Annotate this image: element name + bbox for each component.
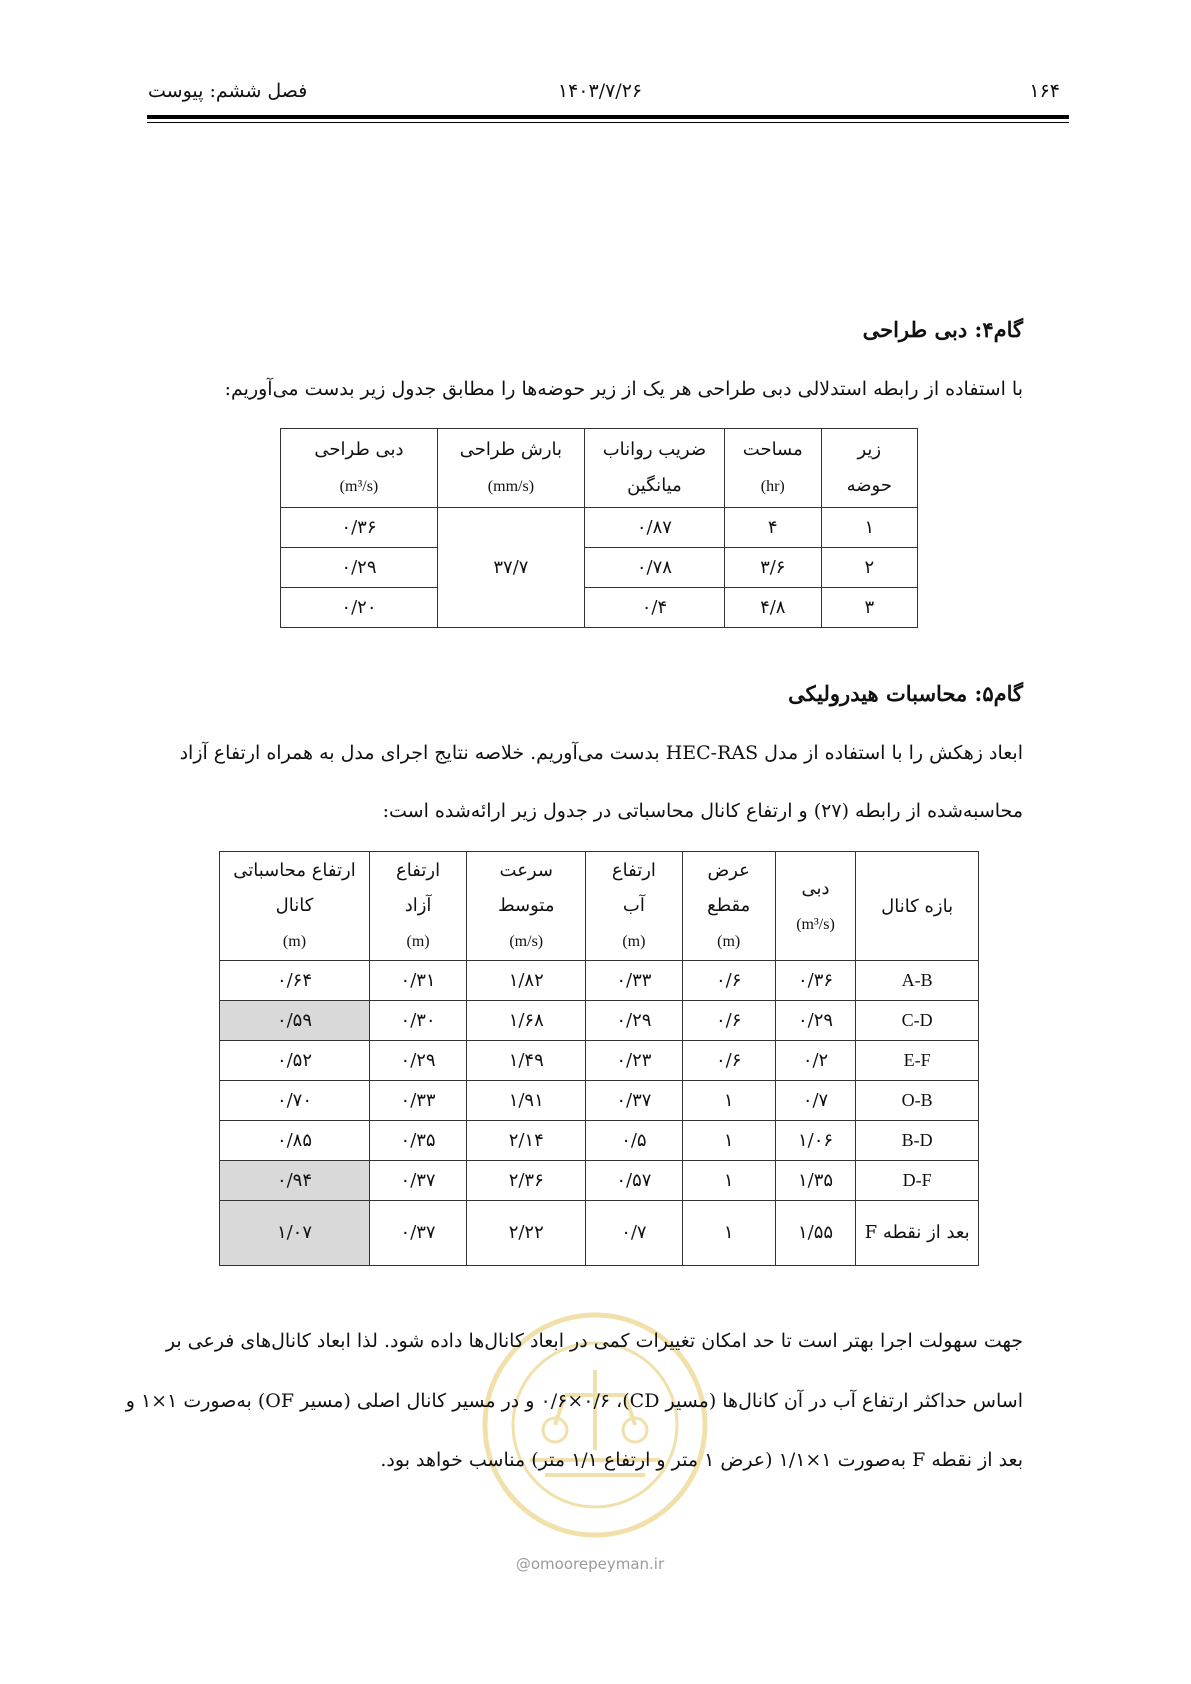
cell-freeboard: ۰/۳۳	[369, 1081, 466, 1121]
col-freeboard: ارتفاع آزاد (m)	[369, 852, 466, 961]
cell-velocity: ۲/۳۶	[467, 1161, 586, 1201]
cell-reach: C-D	[856, 1001, 979, 1041]
table-header-row	[281, 429, 918, 508]
header-rule-thick	[147, 115, 1069, 119]
col-flow: دبی (m³/s)	[775, 852, 855, 961]
cell-velocity: ۲/۱۴	[467, 1121, 586, 1161]
cell-freeboard: ۰/۲۹	[369, 1041, 466, 1081]
cell-area: ۳/۶	[724, 548, 821, 588]
cell-coef: ۰/۷۸	[584, 548, 724, 588]
col-rainfall: بارش طراحی (mm/s)	[437, 429, 584, 508]
cell-velocity: ۱/۴۹	[467, 1041, 586, 1081]
table-header-row	[220, 852, 979, 961]
cell-area: ۴	[724, 508, 821, 548]
col-area: مساحت (hr)	[724, 429, 821, 508]
cell-reach: E-F	[856, 1041, 979, 1081]
cell-reach: A-B	[856, 961, 979, 1001]
cell-flow: ۰/۳۶	[281, 508, 438, 548]
cell-height: ۰/۸۵	[220, 1121, 370, 1161]
cell-height-highlighted: ۱/۰۷	[220, 1201, 370, 1266]
hydraulic-results-table	[219, 851, 979, 1266]
cell-velocity: ۲/۲۲	[467, 1201, 586, 1266]
step4-heading: گام۴: دبی طراحی	[862, 317, 1023, 342]
cell-velocity: ۱/۸۲	[467, 961, 586, 1001]
cell-width: ۱	[682, 1161, 775, 1201]
table-row	[220, 1121, 979, 1161]
cell-width: ۰/۶	[682, 961, 775, 1001]
cell-depth: ۰/۷	[586, 1201, 682, 1266]
cell-velocity: ۱/۹۱	[467, 1081, 586, 1121]
cell-freeboard: ۰/۳۰	[369, 1001, 466, 1041]
cell-reach: D-F	[856, 1161, 979, 1201]
cell-area: ۴/۸	[724, 588, 821, 628]
step4-paragraph: با استفاده از رابطه استدلالی دبی طراحی هر یک از زیر حوضه‌ها را مطابق جدول زیر بدست می‌آوریم:	[224, 378, 1023, 400]
cell-subbasin: ۱	[821, 508, 917, 548]
cell-width: ۰/۶	[682, 1001, 775, 1041]
cell-depth: ۰/۲۹	[586, 1001, 682, 1041]
cell-rainfall: ۳۷/۷	[437, 508, 584, 628]
cell-flow: ۰/۷	[775, 1081, 855, 1121]
cell-reach: B-D	[856, 1121, 979, 1161]
table-row	[220, 1081, 979, 1121]
cell-depth: ۰/۵	[586, 1121, 682, 1161]
cell-flow: ۰/۲۹	[775, 1001, 855, 1041]
cell-freeboard: ۰/۳۱	[369, 961, 466, 1001]
col-reach: بازه کانال	[856, 852, 979, 961]
cell-height: ۰/۷۰	[220, 1081, 370, 1121]
cell-freeboard: ۰/۳۷	[369, 1201, 466, 1266]
cell-subbasin: ۳	[821, 588, 917, 628]
table-row	[220, 1001, 979, 1041]
col-channel-height: ارتفاع محاسباتی کانال (m)	[220, 852, 370, 961]
cell-flow: ۰/۲	[775, 1041, 855, 1081]
cell-subbasin: ۲	[821, 548, 917, 588]
chapter-title: فصل ششم: پیوست	[148, 80, 308, 102]
cell-flow: ۰/۲۰	[281, 588, 438, 628]
cell-flow: ۱/۳۵	[775, 1161, 855, 1201]
cell-width: ۱	[682, 1081, 775, 1121]
cell-depth: ۰/۵۷	[586, 1161, 682, 1201]
col-subbasin: زیر حوضه	[821, 429, 917, 508]
cell-depth: ۰/۳۳	[586, 961, 682, 1001]
cell-height-highlighted: ۰/۵۹	[220, 1001, 370, 1041]
cell-width: ۰/۶	[682, 1041, 775, 1081]
step5-heading: گام۵: محاسبات هیدرولیکی	[788, 681, 1023, 706]
col-velocity: سرعت متوسط (m/s)	[467, 852, 586, 961]
table-row	[220, 961, 979, 1001]
col-design-flow: دبی طراحی (m³/s)	[281, 429, 438, 508]
conclusion-line2: اساس حداکثر ارتفاع آب در آن کانال‌ها (مسیر CD)، ۰/۶×۰/۶ و در مسیر کانال اصلی (مسیر OF) به‌صورت ۱×۱ و	[125, 1390, 1023, 1412]
cell-reach: بعد از نقطه F	[856, 1201, 979, 1266]
cell-freeboard: ۰/۳۷	[369, 1161, 466, 1201]
table-row	[281, 588, 918, 628]
page-number: ۱۶۴	[1029, 80, 1060, 102]
cell-width: ۱	[682, 1201, 775, 1266]
cell-flow: ۱/۵۵	[775, 1201, 855, 1266]
header-rule-thin	[147, 122, 1069, 123]
conclusion-line3: بعد از نقطه F به‌صورت ۱×۱/۱ (عرض ۱ متر و ارتفاع ۱/۱ متر) مناسب خواهد بود.	[380, 1449, 1023, 1471]
table-row	[220, 1201, 979, 1266]
col-water-depth: ارتفاع آب (m)	[586, 852, 682, 961]
cell-freeboard: ۰/۳۵	[369, 1121, 466, 1161]
step5-paragraph-line1: ابعاد زهکش را با استفاده از مدل HEC-RAS بدست می‌آوریم. خلاصه نتایج اجرای مدل به همراه ارتفاع آزاد	[179, 742, 1023, 764]
table-row	[281, 548, 918, 588]
cell-height: ۰/۶۴	[220, 961, 370, 1001]
conclusion-line1: جهت سهولت اجرا بهتر است تا حد امکان تغییرات کمی در ابعاد کانال‌ها داده شود. لذا ابعاد کانال‌های فرعی بر	[165, 1330, 1023, 1352]
cell-coef: ۰/۸۷	[584, 508, 724, 548]
cell-depth: ۰/۲۳	[586, 1041, 682, 1081]
cell-reach: O-B	[856, 1081, 979, 1121]
cell-coef: ۰/۴	[584, 588, 724, 628]
cell-flow: ۰/۲۹	[281, 548, 438, 588]
cell-velocity: ۱/۶۸	[467, 1001, 586, 1041]
cell-depth: ۰/۳۷	[586, 1081, 682, 1121]
cell-flow: ۱/۰۶	[775, 1121, 855, 1161]
table-row	[281, 508, 918, 548]
cell-flow: ۰/۳۶	[775, 961, 855, 1001]
col-runoff-coef: ضریب رواناب میانگین	[584, 429, 724, 508]
cell-height-highlighted: ۰/۹۴	[220, 1161, 370, 1201]
table-row	[220, 1161, 979, 1201]
header-date: ۱۴۰۳/۷/۲۶	[557, 80, 643, 102]
design-flow-table	[280, 428, 918, 628]
step5-paragraph-line2: محاسبه‌شده از رابطه (۲۷) و ارتفاع کانال محاسباتی در جدول زیر ارائه‌شده است:	[382, 800, 1023, 822]
watermark-site: @omoorepeyman.ir	[515, 1555, 665, 1573]
cell-height: ۰/۵۲	[220, 1041, 370, 1081]
cell-width: ۱	[682, 1121, 775, 1161]
col-width: عرض مقطع (m)	[682, 852, 775, 961]
table-row	[220, 1041, 979, 1081]
